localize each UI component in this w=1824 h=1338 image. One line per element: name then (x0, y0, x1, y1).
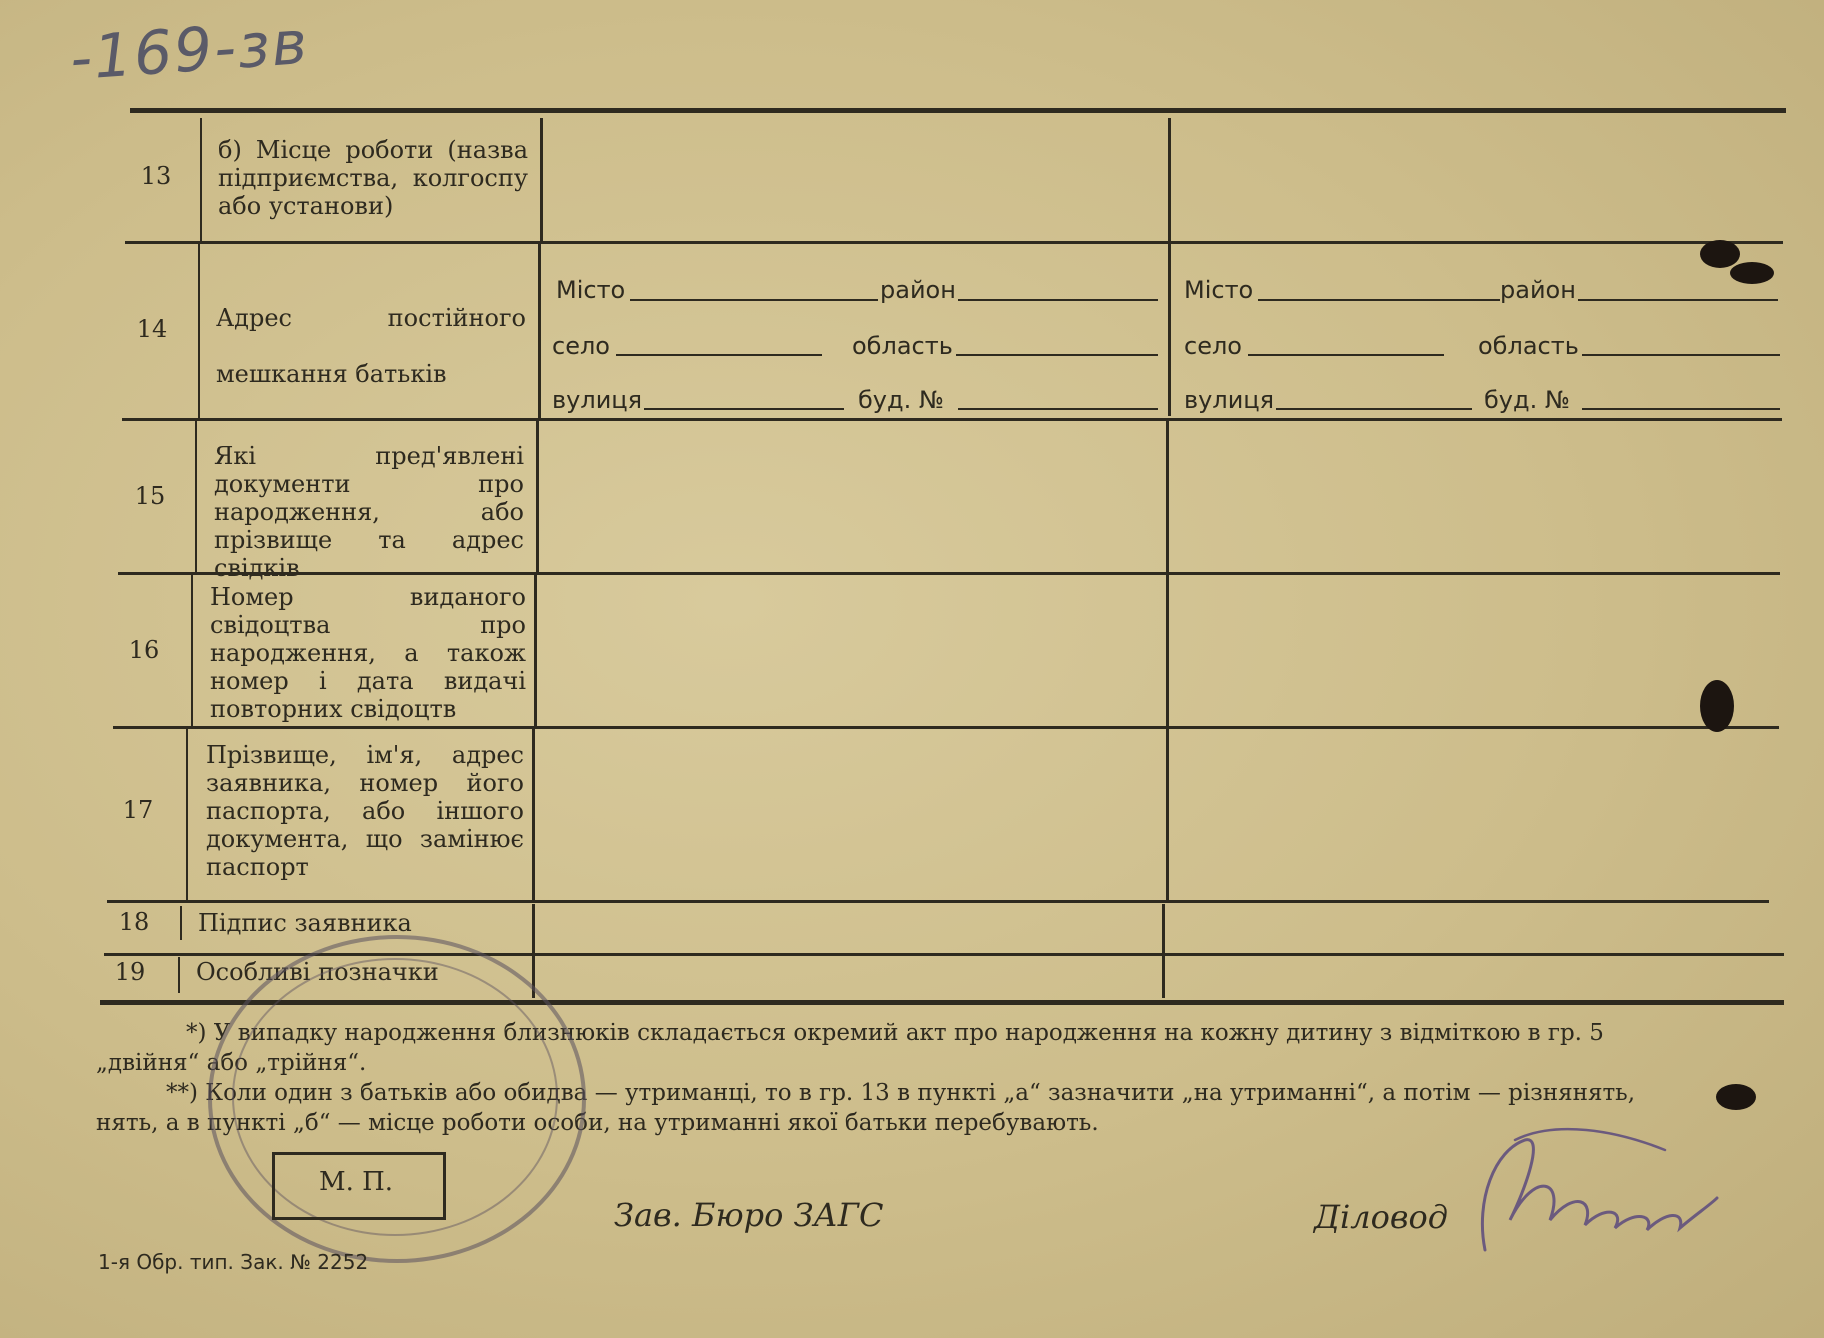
row-label-19: Особливі позначки (196, 958, 439, 986)
row-number-16: 16 (128, 636, 160, 664)
father-region-label: область (852, 332, 953, 360)
row-number-17: 17 (122, 796, 154, 824)
row-number-19: 19 (114, 958, 146, 986)
mother-city-line (1258, 299, 1500, 301)
father-district-label: район (880, 276, 956, 304)
clerk-signature (1455, 1110, 1725, 1270)
paper-burn-mark (1700, 240, 1740, 268)
father-district-line (958, 299, 1158, 301)
father-region-line (956, 354, 1158, 356)
row-label-15: Які пред'явлені документи про народження, або прізвище та адрес свідків (214, 442, 524, 582)
mother-city-label: Місто (1184, 276, 1254, 304)
row-divider-16-17 (113, 726, 1779, 729)
mother-building-label: буд. № (1484, 386, 1570, 414)
stamp-place-label: М. П. (318, 1167, 394, 1197)
footnote-twins-line-2: „двійня“ або „трійня“. (96, 1050, 367, 1076)
father-city-label: Місто (556, 276, 626, 304)
mother-region-line (1582, 354, 1780, 356)
mother-building-line (1582, 408, 1780, 410)
number-column-divider (178, 957, 180, 993)
father-street-line (644, 408, 844, 410)
row-number-15: 15 (134, 482, 166, 510)
mother-village-label: село (1184, 332, 1242, 360)
father-city-line (630, 299, 878, 301)
number-column-divider (191, 574, 193, 726)
number-column-divider (195, 420, 197, 572)
footnote-twins-line-1: *) У випадку народження близнюків складається окремий акт про народження на кожну дитину з відміткою в гр. 5 (186, 1020, 1604, 1046)
footnote-dependents-line-2: нять, а в пункті „б“ — місце роботи особи, на утриманні якої батьки перебувають. (96, 1110, 1099, 1136)
row-divider-13-14 (125, 241, 1783, 244)
row-number-14: 14 (136, 315, 168, 343)
number-column-divider (180, 906, 182, 940)
row-number-18: 18 (118, 908, 150, 936)
handwritten-archive-number: -169-зв (67, 7, 312, 95)
parent-column-divider (1162, 904, 1165, 998)
mother-district-line (1578, 299, 1778, 301)
mother-street-label: вулиця (1184, 386, 1275, 414)
label-column-divider (536, 420, 539, 572)
row-divider-17-18 (107, 900, 1769, 903)
parent-column-divider (1168, 118, 1171, 416)
paper-burn-mark (1700, 680, 1734, 732)
number-column-divider (186, 728, 188, 900)
label-column-divider (538, 243, 541, 418)
father-street-label: вулиця (552, 386, 643, 414)
paper-burn-mark (1730, 262, 1774, 284)
label-column-divider (534, 574, 537, 726)
father-village-label: село (552, 332, 610, 360)
row-number-13: 13 (140, 162, 172, 190)
mother-street-line (1276, 408, 1472, 410)
label-column-divider (532, 728, 535, 900)
table-top-border (130, 108, 1786, 113)
paper-burn-mark (1716, 1084, 1756, 1110)
father-building-line (958, 408, 1158, 410)
father-village-line (616, 354, 822, 356)
label-column-divider (540, 118, 543, 241)
parent-column-divider (1166, 420, 1169, 900)
row-label-14: Адрес постійного мешкання батьків (216, 304, 526, 388)
print-house-order-info: 1-я Обр. тип. Зак. № 2252 (98, 1250, 369, 1274)
head-of-registry-title: Зав. Бюро ЗАГС (614, 1196, 884, 1234)
footnote-dependents-line-1: **) Коли один з батьків або обидва — утриманці, то в гр. 13 в пункті „а“ зазначити „на утриманні“, а потім — різнянять, (166, 1080, 1636, 1106)
row-label-13: б) Місце роботи (назва підприємства, колгоспу або установи) (218, 136, 528, 220)
row-label-17: Прізвище, ім'я, адрес заявника, номер його паспорта, або іншого документа, що замінює паспорт (206, 741, 524, 881)
mother-district-label: район (1500, 276, 1576, 304)
number-column-divider (200, 118, 202, 241)
number-column-divider (198, 243, 200, 418)
row-divider-14-15 (122, 418, 1782, 421)
clerk-title: Діловод (1314, 1198, 1449, 1236)
father-building-label: буд. № (858, 386, 944, 414)
mother-region-label: область (1478, 332, 1579, 360)
row-label-18: Підпис заявника (198, 909, 412, 937)
row-label-16: Номер виданого свідоцтва про народження, а також номер і дата видачі повторних свідоцтв (210, 583, 526, 723)
mother-village-line (1248, 354, 1444, 356)
